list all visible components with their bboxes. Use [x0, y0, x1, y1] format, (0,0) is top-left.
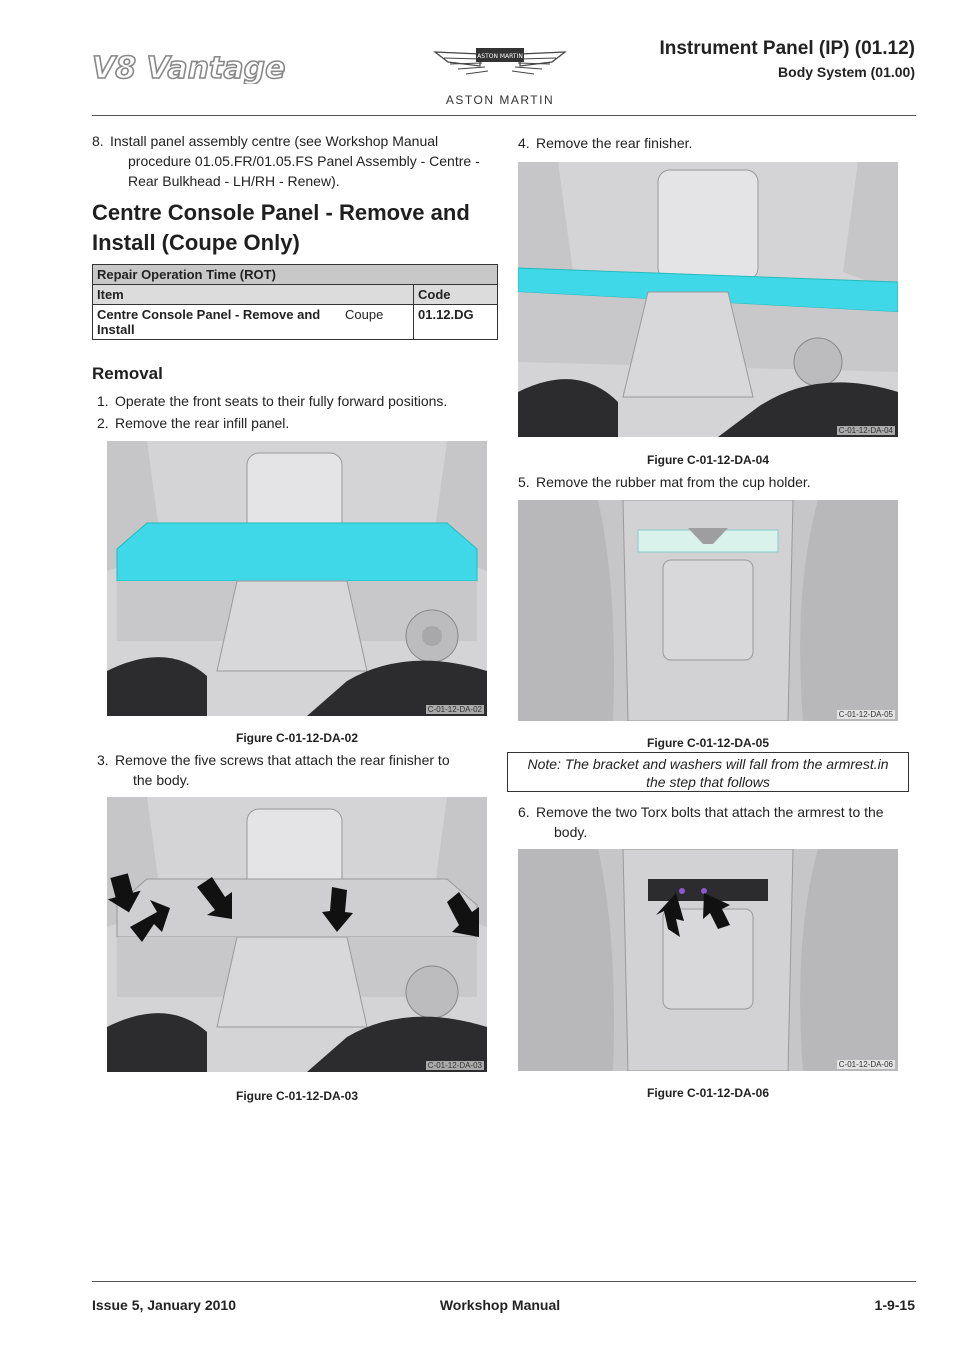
svg-text:ASTON MARTIN: ASTON MARTIN [477, 53, 523, 60]
svg-text:V8 Vantage: V8 Vantage [92, 51, 286, 84]
figure-c-01-12-da-02: C-01-12-DA-02 [107, 441, 487, 716]
figure-c-01-12-da-03: C-01-12-DA-03 [107, 797, 487, 1072]
figure-caption: Figure C-01-12-DA-04 [646, 453, 770, 467]
figure-c-01-12-da-05: C-01-12-DA-05 [518, 500, 898, 721]
footer-page-number: 1-9-15 [874, 1297, 915, 1313]
figure-caption: Figure C-01-12-DA-03 [235, 1089, 359, 1103]
rot-table-title: Repair Operation Time (ROT) [93, 265, 498, 285]
v8-vantage-logo [92, 48, 307, 84]
header-divider [92, 115, 916, 116]
aston-martin-wings-logo [430, 40, 570, 90]
table-row: Centre Console Panel - Remove and Install Coupe 01.12.DG [93, 305, 498, 340]
figure-caption: Figure C-01-12-DA-05 [646, 736, 770, 750]
figure-caption: Figure C-01-12-DA-06 [646, 1086, 770, 1100]
removal-heading: Removal [92, 364, 163, 383]
rot-table [92, 264, 498, 340]
figure-c-01-12-da-06: C-01-12-DA-06 [518, 849, 898, 1071]
aston-martin-wordmark: ASTON MARTIN [445, 93, 555, 107]
page-subtitle: Body System (01.00) [778, 64, 915, 80]
footer-divider [92, 1281, 916, 1282]
page-title: Instrument Panel (IP) (01.12) [659, 38, 915, 59]
section-title: Centre Console Panel - Remove and Install (Coupe Only) [92, 200, 470, 255]
rot-col-code: Code [414, 285, 498, 305]
footer-issue: Issue 5, January 2010 [92, 1297, 236, 1313]
rot-col-item: Item [93, 285, 414, 305]
figure-caption: Figure C-01-12-DA-02 [235, 731, 359, 745]
note-box: Note: The bracket and washers will fall from the armrest.in the step that follows [507, 752, 909, 792]
figure-c-01-12-da-04: C-01-12-DA-04 [518, 162, 898, 437]
footer-manual: Workshop Manual [439, 1297, 561, 1313]
